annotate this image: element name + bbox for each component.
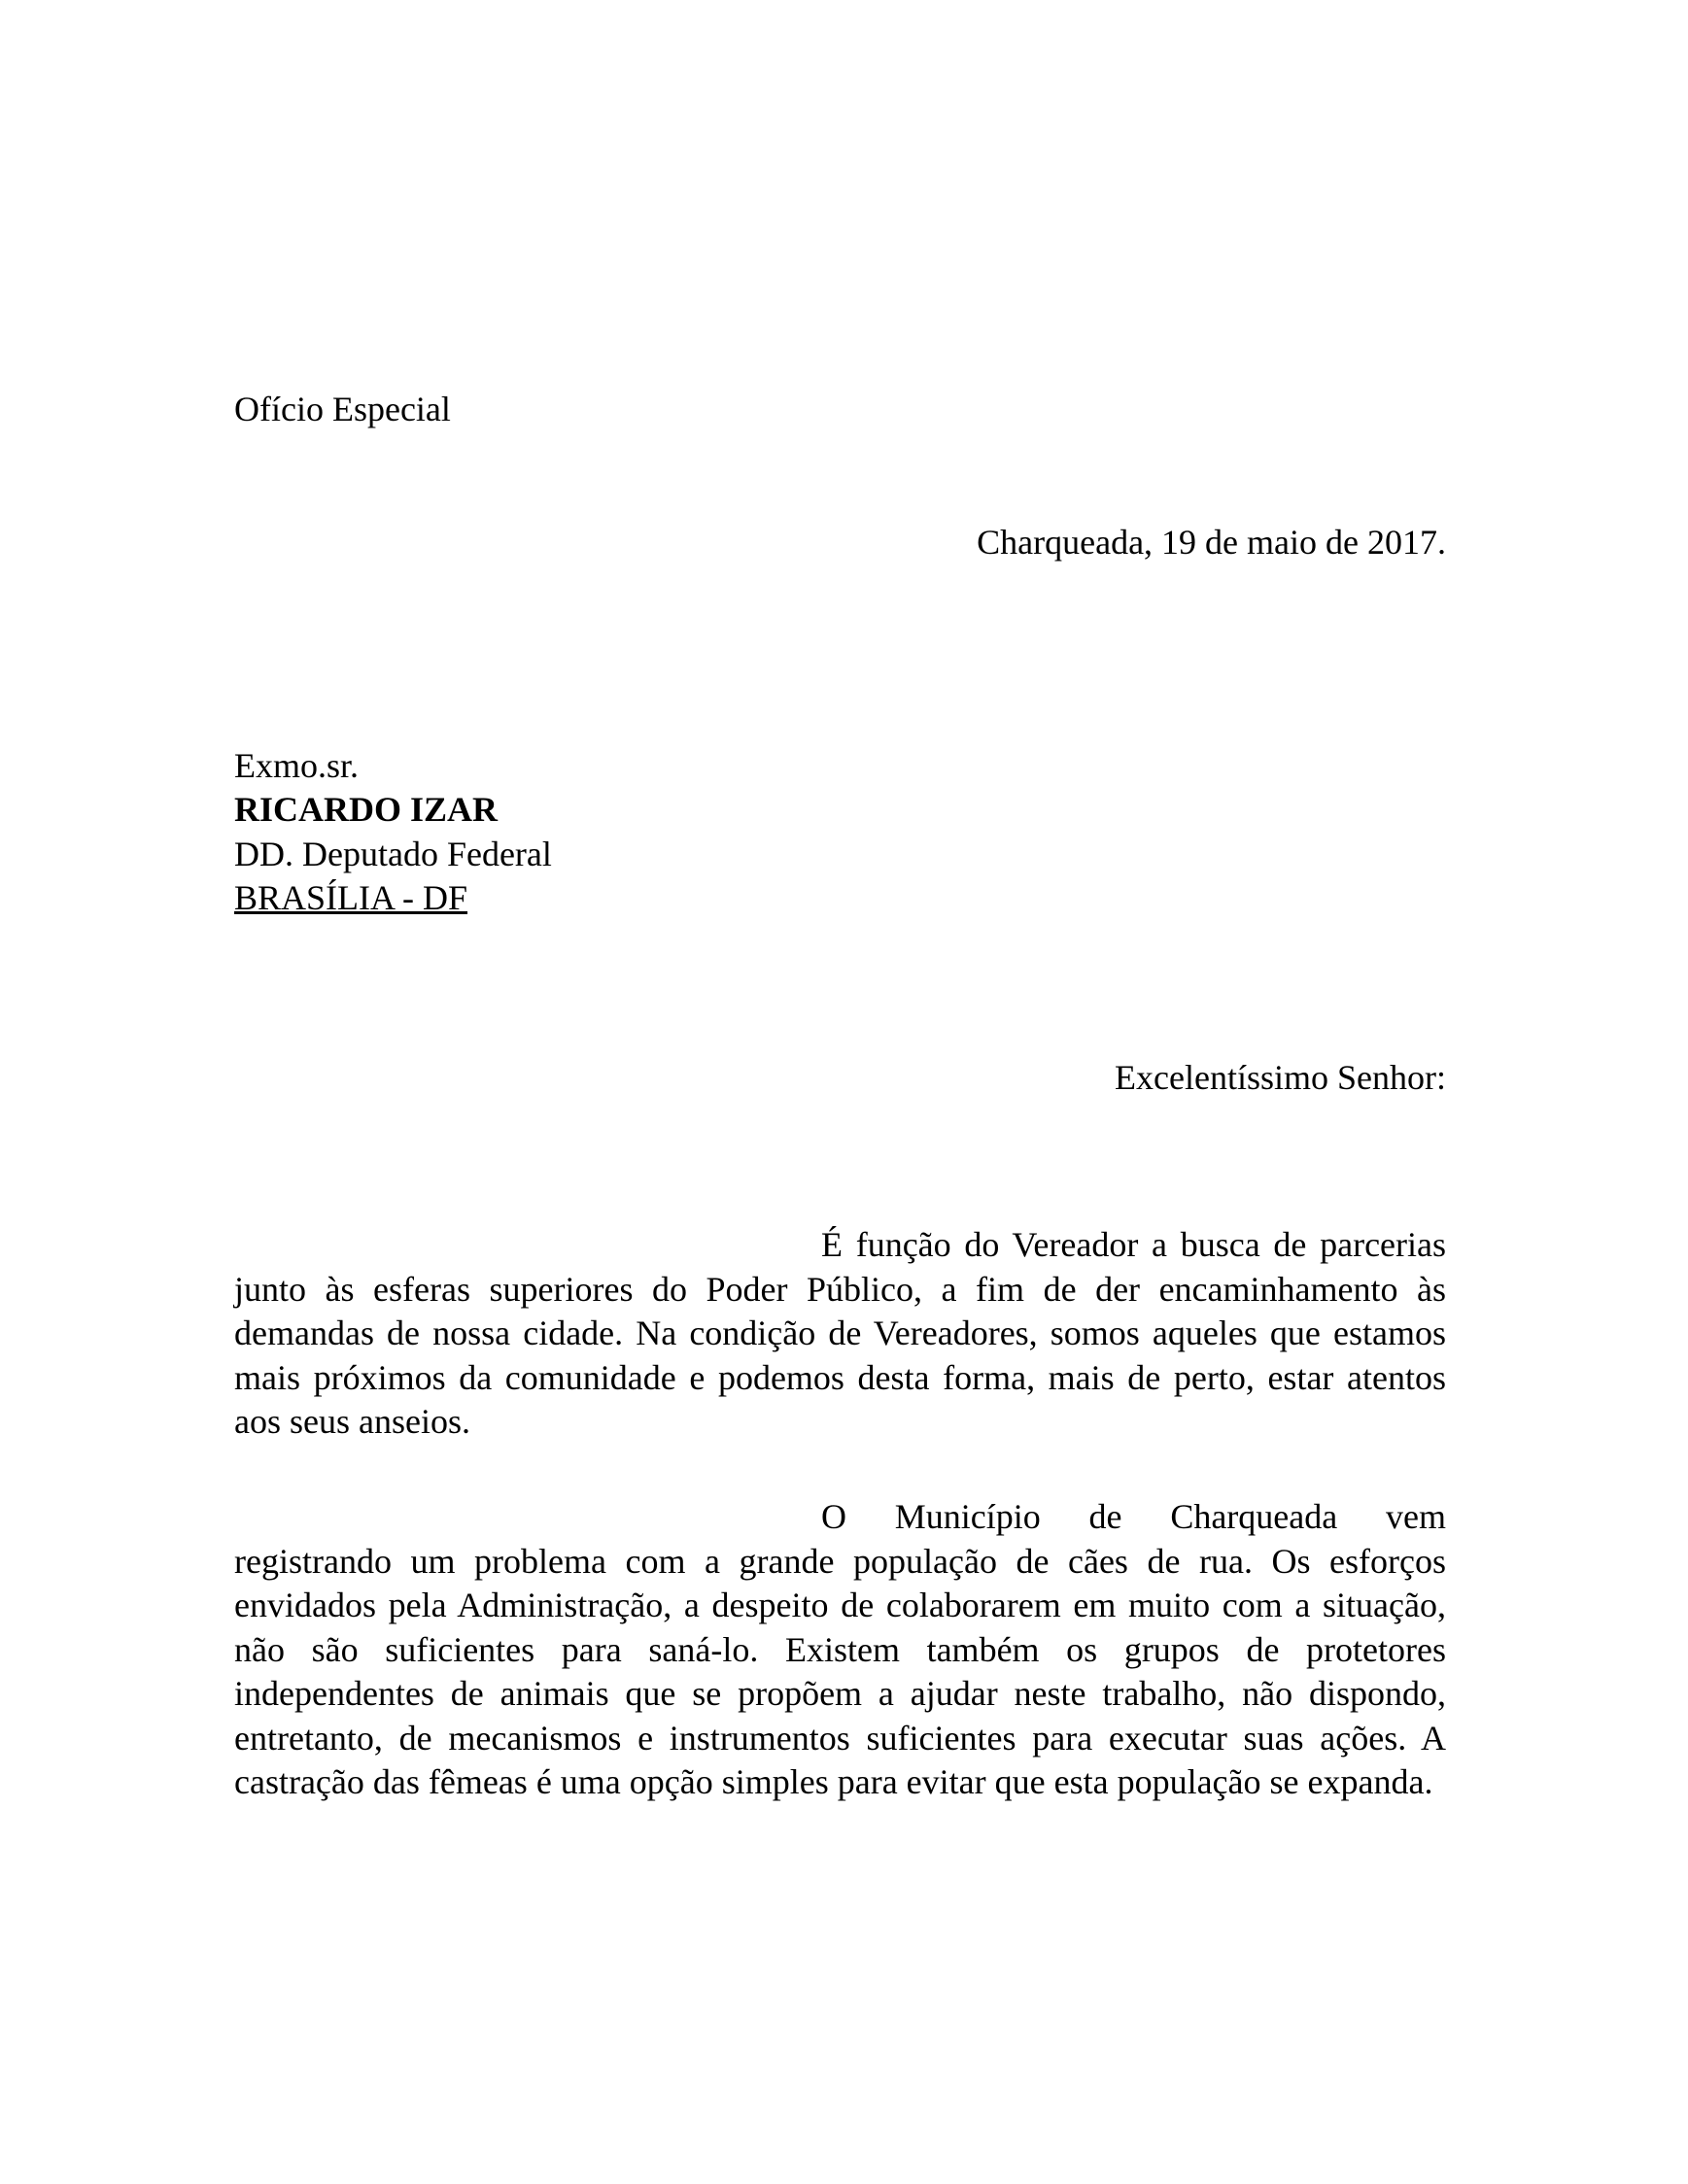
recipient-title: Exmo.sr. bbox=[234, 746, 360, 785]
recipient-role: DD. Deputado Federal bbox=[234, 835, 552, 873]
recipient-name: RICARDO IZAR bbox=[234, 790, 499, 829]
document-type: Ofício Especial bbox=[234, 390, 451, 428]
greeting: Excelentíssimo Senhor: bbox=[1115, 1058, 1446, 1097]
recipient-location: BRASÍLIA - DF bbox=[234, 878, 468, 917]
date-line: Charqueada, 19 de maio de 2017. bbox=[977, 523, 1446, 562]
body-paragraph-2: O Município de Charqueada vem registrando um problema com a grande população de cães de rua. Os esforços envidados pela Administração, a despeito de colaborarem em muito com a situação, não são suficientes para saná-lo. Existem também os grupos de protetores independentes de animais que se propõem a ajudar neste trabalho, não dispondo, entretanto, de mecanismos e instrumentos suficientes para executar suas ações. A castração das fêmeas é uma opção simples para evitar que esta população se expanda. bbox=[234, 1497, 1446, 1801]
body-paragraph-1: É função do Vereador a busca de parcerias junto às esferas superiores do Poder Público, a fim de der encaminhamento às demandas de nossa cidade. Na condição de Vereadores, somos aqueles que estamos mais próximos da comunidade e podemos desta forma, mais de perto, estar atentos aos seus anseios. bbox=[234, 1225, 1446, 1441]
